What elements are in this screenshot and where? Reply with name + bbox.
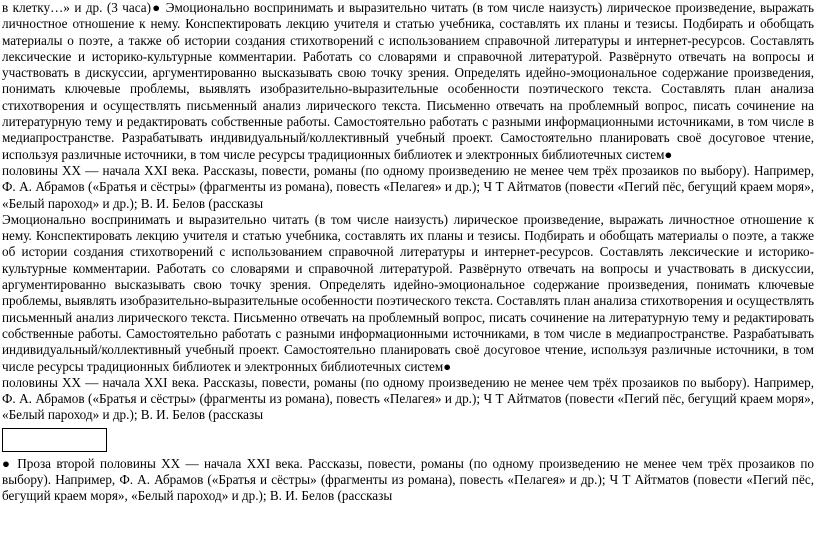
empty-table-cell — [2, 428, 107, 452]
spacer — [2, 424, 814, 428]
document-page — [2, 0, 814, 505]
paragraph-prose-1: половины XX — начала XXI века. Рассказы, повести, романы (по одному произведению не менее чем трёх прозаиков по выбору). Например, Ф. А. Абрамов («Братья и сёстры» (фрагменты из романа), повесть «Пелагея» и др.); Ч Т Айтматов (повести «Пегий пёс, бегущий краем моря», «Белый пароход» и др.); В. И. Белов (рассказы — [2, 162, 814, 211]
paragraph-prose-final: ● Проза второй половины XX — начала XXI века. Рассказы, повести, романы (по одному произведению не менее чем трёх прозаиков по выбору). Например, Ф. А. Абрамов («Братья и сёстры» (фрагменты из романа), повесть «Пелагея» и др.); Ч Т Айтматов (повести «Пегий пёс, бегущий краем моря», «Белый пароход» и др.); В. И. Белов (рассказы — [2, 455, 814, 504]
paragraph-activities-2: Эмоционально воспринимать и выразительно читать (в том числе наизусть) лирическое произведение, выражать личностное отношение к нему. Конспектировать лекцию учителя и статью учебника, составлять их планы и тезисы. Подбирать и обобщать материалы о поэте, а также об истории создания стихотворений с использованием справочной литературы и интернет-ресурсов. Составлять лексические и историко-культурные комментарии. Работать со словарями и справочной литературой. Развёрнуто отвечать на вопросы и участвовать в дискуссии, аргументированно высказывать свою точку зрения. Определять идейно-эмоциональное содержание произведения, понимать ключевые проблемы, выявлять изобразительно-выразительные особенности поэтического текста. Составлять план анализа стихотворения и осуществлять письменный анализ лирического текста. Письменно отвечать на проблемный вопрос, писать сочинение на литературную тему и редактировать собственные работы. Самостоятельно работать с разными информационными источниками, в том числе в медиапространстве. Разрабатывать индивидуальный/коллективный учебный проект. Самостоятельно планировать своё досуговое чтение, используя различные источники, в том числе ресурсы традиционных библиотек и электронных библиотечных систем● — [2, 211, 814, 374]
paragraph-prose-2: половины XX — начала XXI века. Рассказы, повести, романы (по одному произведению не менее чем трёх прозаиков по выбору). Например, Ф. А. Абрамов («Братья и сёстры» (фрагменты из романа), повесть «Пелагея» и др.); Ч Т Айтматов (повести «Пегий пёс, бегущий краем моря», «Белый пароход» и др.); В. И. Белов (рассказы — [2, 374, 814, 423]
paragraph-activities-1: в клетку…» и др. (3 часа)● Эмоционально воспринимать и выразительно читать (в том числе наизусть) лирическое произведение, выражать личностное отношение к нему. Конспектировать лекцию учителя и статью учебника, составлять их планы и тезисы. Подбирать и обобщать материалы о поэте, а также об истории создания стихотворений с использованием справочной литературы и интернет-ресурсов. Составлять лексические и историко-культурные комментарии. Работать со словарями и справочной литературой. Развёрнуто отвечать на вопросы и участвовать в дискуссии, аргументированно высказывать свою точку зрения. Определять идейно-эмоциональное содержание произведения, понимать ключевые проблемы, выявлять изобразительно-выразительные особенности поэтического текста. Составлять план анализа стихотворения и осуществлять письменный анализ лирического текста. Письменно отвечать на проблемный вопрос, писать сочинение на литературную тему и редактировать собственные работы. Самостоятельно работать с разными информационными источниками, в том числе в медиапространстве. Разрабатывать индивидуальный/коллективный учебный проект. Самостоятельно планировать своё досуговое чтение, используя различные источники, в том числе ресурсы традиционных библиотек и электронных библиотечных систем● — [2, 0, 814, 162]
